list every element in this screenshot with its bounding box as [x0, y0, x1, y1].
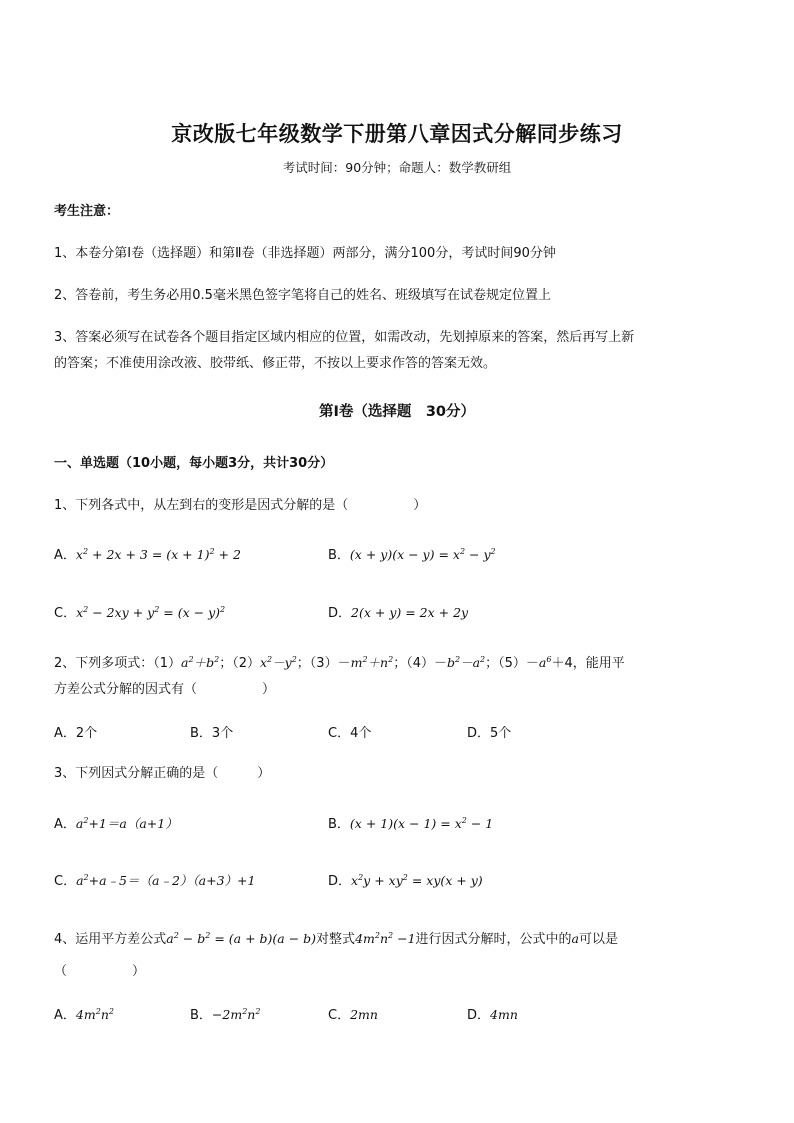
- option-label: C．: [54, 874, 77, 889]
- part-heading: 一、单选题（10小题，每小题3分，共计30分）: [54, 456, 334, 471]
- option-label: B．: [190, 1008, 212, 1023]
- question-4-stem-line2: （ ）: [54, 964, 146, 979]
- exam-info: 考试时间：90分钟；命题人：数学教研组: [282, 160, 512, 175]
- q2-option-b: B．3个: [190, 726, 234, 741]
- question-2-stem: 2、下列多项式：$(1)a^2+b^2$；$(2)x^2-y^2$；$(3)-m^2+n^2$；$(4)-b^2-a^2$；$(5)-a^6+4$，能用平: [54, 655, 625, 671]
- section-title: 第Ⅰ卷（选择题 30分）: [318, 404, 476, 420]
- q1-option-b-formula: $(x + y)(x - y) = x^2 - y^2$: [349, 547, 496, 562]
- q2-option-c: C．4个: [328, 726, 372, 741]
- notes-heading: 考生注意：: [54, 204, 120, 219]
- note-item: 1、本卷分第Ⅰ卷（选择题）和第Ⅱ卷（非选择题）两部分，满分100分，考试时间90分钟: [54, 246, 556, 261]
- q4-option-c: C．2mn: [328, 1007, 378, 1023]
- q3-option-c: C．$a^2+a﹣5=(a﹣2)(a+3)+1$: [54, 873, 256, 889]
- page-title: 京改版七年级数学下册第八章因式分解同步练习: [171, 121, 623, 146]
- q1-option-c-formula: $x^2 - 2xy + y^2 = (x - y)^2$: [76, 605, 226, 620]
- option-label: D．: [467, 1008, 491, 1023]
- q1-option-a: [54, 544, 241, 563]
- question-1-stem: 1、下列各式中，从左到右的变形是因式分解的是（ ）: [54, 498, 427, 513]
- option-label: D．: [328, 874, 352, 889]
- q1-option-a-formula: $x^2 + 2x + 3 = (x + 1)^2 + 2$: [75, 547, 241, 562]
- note-item: 的答案；不准使用涂改液、胶带纸、修正带，不按以上要求作答的答案无效。: [54, 356, 497, 371]
- q3-option-d: D．$x^2y + xy^2 = xy(x + y)$: [328, 873, 483, 889]
- q2-option-a: A．2个: [54, 726, 98, 741]
- q1-option-b: [328, 544, 496, 563]
- option-label: D．: [328, 606, 352, 621]
- q1-option-d-formula: 2(x + y) = 2x + 2y: [351, 605, 469, 620]
- q4-option-a: A．$4m^2n^2$: [54, 1007, 114, 1023]
- q3-option-b: B．$(x + 1)(x - 1) = x^2 - 1$: [328, 816, 494, 832]
- question-3-stem: 3、下列因式分解正确的是（ ）: [54, 766, 271, 781]
- note-item: 2、答卷前，考生务必用0.5毫米黑色签字笔将自己的姓名、班级填写在试卷规定位置上: [54, 288, 551, 303]
- option-label: A．: [54, 817, 76, 832]
- note-item: 3、答案必须写在试卷各个题目指定区域内相应的位置，如需改动，先划掉原来的答案，然后再写上新: [54, 330, 635, 345]
- option-label: A．: [54, 548, 76, 563]
- q1-option-d: [328, 602, 468, 621]
- question-4-stem: 4、运用平方差公式$a^2 - b^2 = (a + b)(a - b)$对整式$4m^2n^2 -1$进行因式分解时，公式中的a可以是: [54, 931, 619, 947]
- option-label: C．: [328, 1008, 351, 1023]
- option-label: B．: [328, 548, 350, 563]
- option-label: A．: [54, 1008, 76, 1023]
- option-label: C．: [54, 606, 77, 621]
- option-label: B．: [328, 817, 350, 832]
- q2-option-d: D．5个: [467, 726, 512, 741]
- q1-option-c: [54, 602, 225, 621]
- q4-option-b: B．$-2m^2n^2$: [190, 1007, 261, 1023]
- question-2-stem-line2: 方差公式分解的因式有（ ）: [54, 682, 276, 697]
- q3-option-a: A．$a^2+1=a(a+1)$: [54, 816, 178, 832]
- q4-option-d: D．4mn: [467, 1007, 518, 1023]
